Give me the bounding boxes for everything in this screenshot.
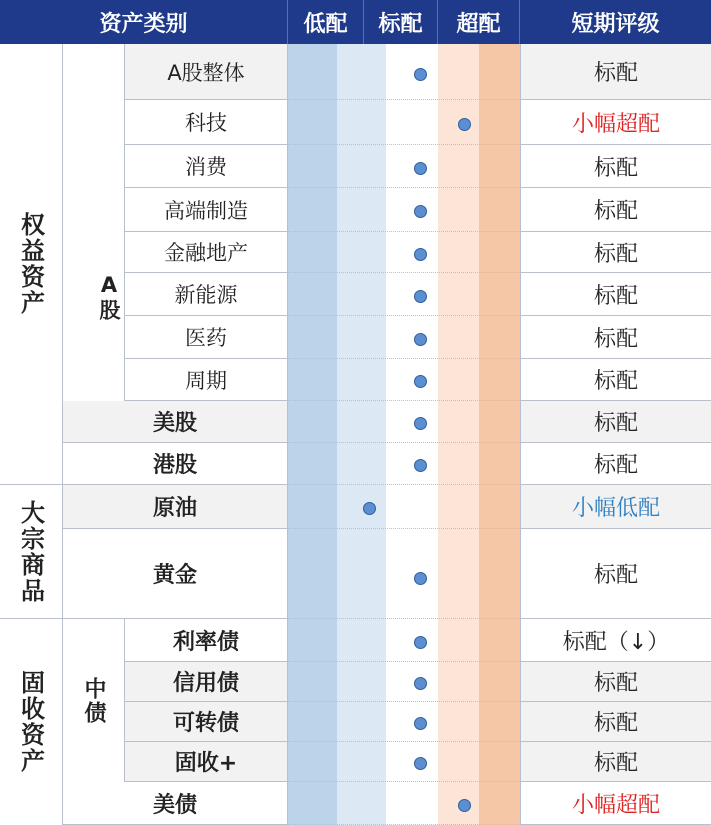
row-label: 美股 xyxy=(63,401,288,443)
row-label: 美债 xyxy=(63,782,288,825)
rating-value: 小幅超配 xyxy=(520,100,711,145)
row-label: 医药 xyxy=(125,316,288,359)
rating-value: 标配 xyxy=(520,401,711,443)
header-rating: 短期评级 xyxy=(520,0,711,44)
row-separator xyxy=(288,145,520,188)
row-separator xyxy=(288,619,520,662)
group-equity-label: 权益资产 xyxy=(0,44,63,485)
rating-value: 标配 xyxy=(520,273,711,316)
row-separator xyxy=(288,316,520,359)
position-dot xyxy=(414,636,427,649)
position-dot xyxy=(414,677,427,690)
header-over: 超配 xyxy=(438,0,520,44)
position-dot xyxy=(414,290,427,303)
position-dot xyxy=(414,375,427,388)
position-dot xyxy=(414,417,427,430)
rating-value: 标配 xyxy=(520,316,711,359)
row-label: 高端制造 xyxy=(125,188,288,232)
row-label: 港股 xyxy=(63,443,288,485)
position-dot xyxy=(414,205,427,218)
row-label: A股整体 xyxy=(125,44,288,100)
group-a-share-label: A股 xyxy=(63,44,125,401)
row-label: 周期 xyxy=(125,359,288,401)
position-dot xyxy=(458,118,471,131)
rating-value: 标配 xyxy=(520,188,711,232)
position-dot xyxy=(414,333,427,346)
rating-value: 小幅超配 xyxy=(520,782,711,825)
rating-value: 标配 xyxy=(520,443,711,485)
row-separator xyxy=(288,401,520,443)
header-low: 低配 xyxy=(288,0,364,44)
row-separator xyxy=(288,232,520,273)
row-label: 原油 xyxy=(63,485,288,529)
group-china-bonds-label: 中债 xyxy=(63,619,125,782)
row-separator xyxy=(288,273,520,316)
position-dot xyxy=(414,717,427,730)
row-separator xyxy=(288,359,520,401)
row-separator xyxy=(288,485,520,529)
row-separator xyxy=(288,529,520,619)
position-dot xyxy=(363,502,376,515)
rating-value: 标配（↓） xyxy=(520,619,711,662)
header-standard: 标配 xyxy=(364,0,438,44)
row-label: 可转债 xyxy=(125,702,288,742)
group-fixed-income-label: 固收资产 xyxy=(0,619,63,825)
position-dot xyxy=(414,68,427,81)
rating-value: 标配 xyxy=(520,662,711,702)
position-dot xyxy=(414,572,427,585)
row-label: 黄金 xyxy=(63,529,288,619)
position-dot xyxy=(414,248,427,261)
rating-value: 标配 xyxy=(520,529,711,619)
position-dot xyxy=(414,162,427,175)
row-label: 金融地产 xyxy=(125,232,288,273)
group-commodities-label: 大宗商品 xyxy=(0,485,63,619)
row-label: 新能源 xyxy=(125,273,288,316)
row-separator xyxy=(288,443,520,485)
position-dot xyxy=(458,799,471,812)
position-dot xyxy=(414,459,427,472)
row-separator xyxy=(288,702,520,742)
rating-value: 标配 xyxy=(520,145,711,188)
row-separator xyxy=(288,44,520,100)
rating-value: 标配 xyxy=(520,359,711,401)
rating-value: 标配 xyxy=(520,44,711,100)
header-category: 资产类别 xyxy=(0,0,288,44)
row-label: 科技 xyxy=(125,100,288,145)
row-label: 消费 xyxy=(125,145,288,188)
position-dot xyxy=(414,757,427,770)
row-separator xyxy=(288,662,520,702)
row-label: 利率债 xyxy=(125,619,288,662)
row-separator xyxy=(288,100,520,145)
row-label: 固收+ xyxy=(125,742,288,782)
row-label: 信用债 xyxy=(125,662,288,702)
rating-value: 标配 xyxy=(520,702,711,742)
row-separator xyxy=(288,742,520,782)
rating-value: 标配 xyxy=(520,232,711,273)
rating-value: 小幅低配 xyxy=(520,485,711,529)
rating-value: 标配 xyxy=(520,742,711,782)
row-separator xyxy=(288,782,520,825)
row-separator xyxy=(288,188,520,232)
